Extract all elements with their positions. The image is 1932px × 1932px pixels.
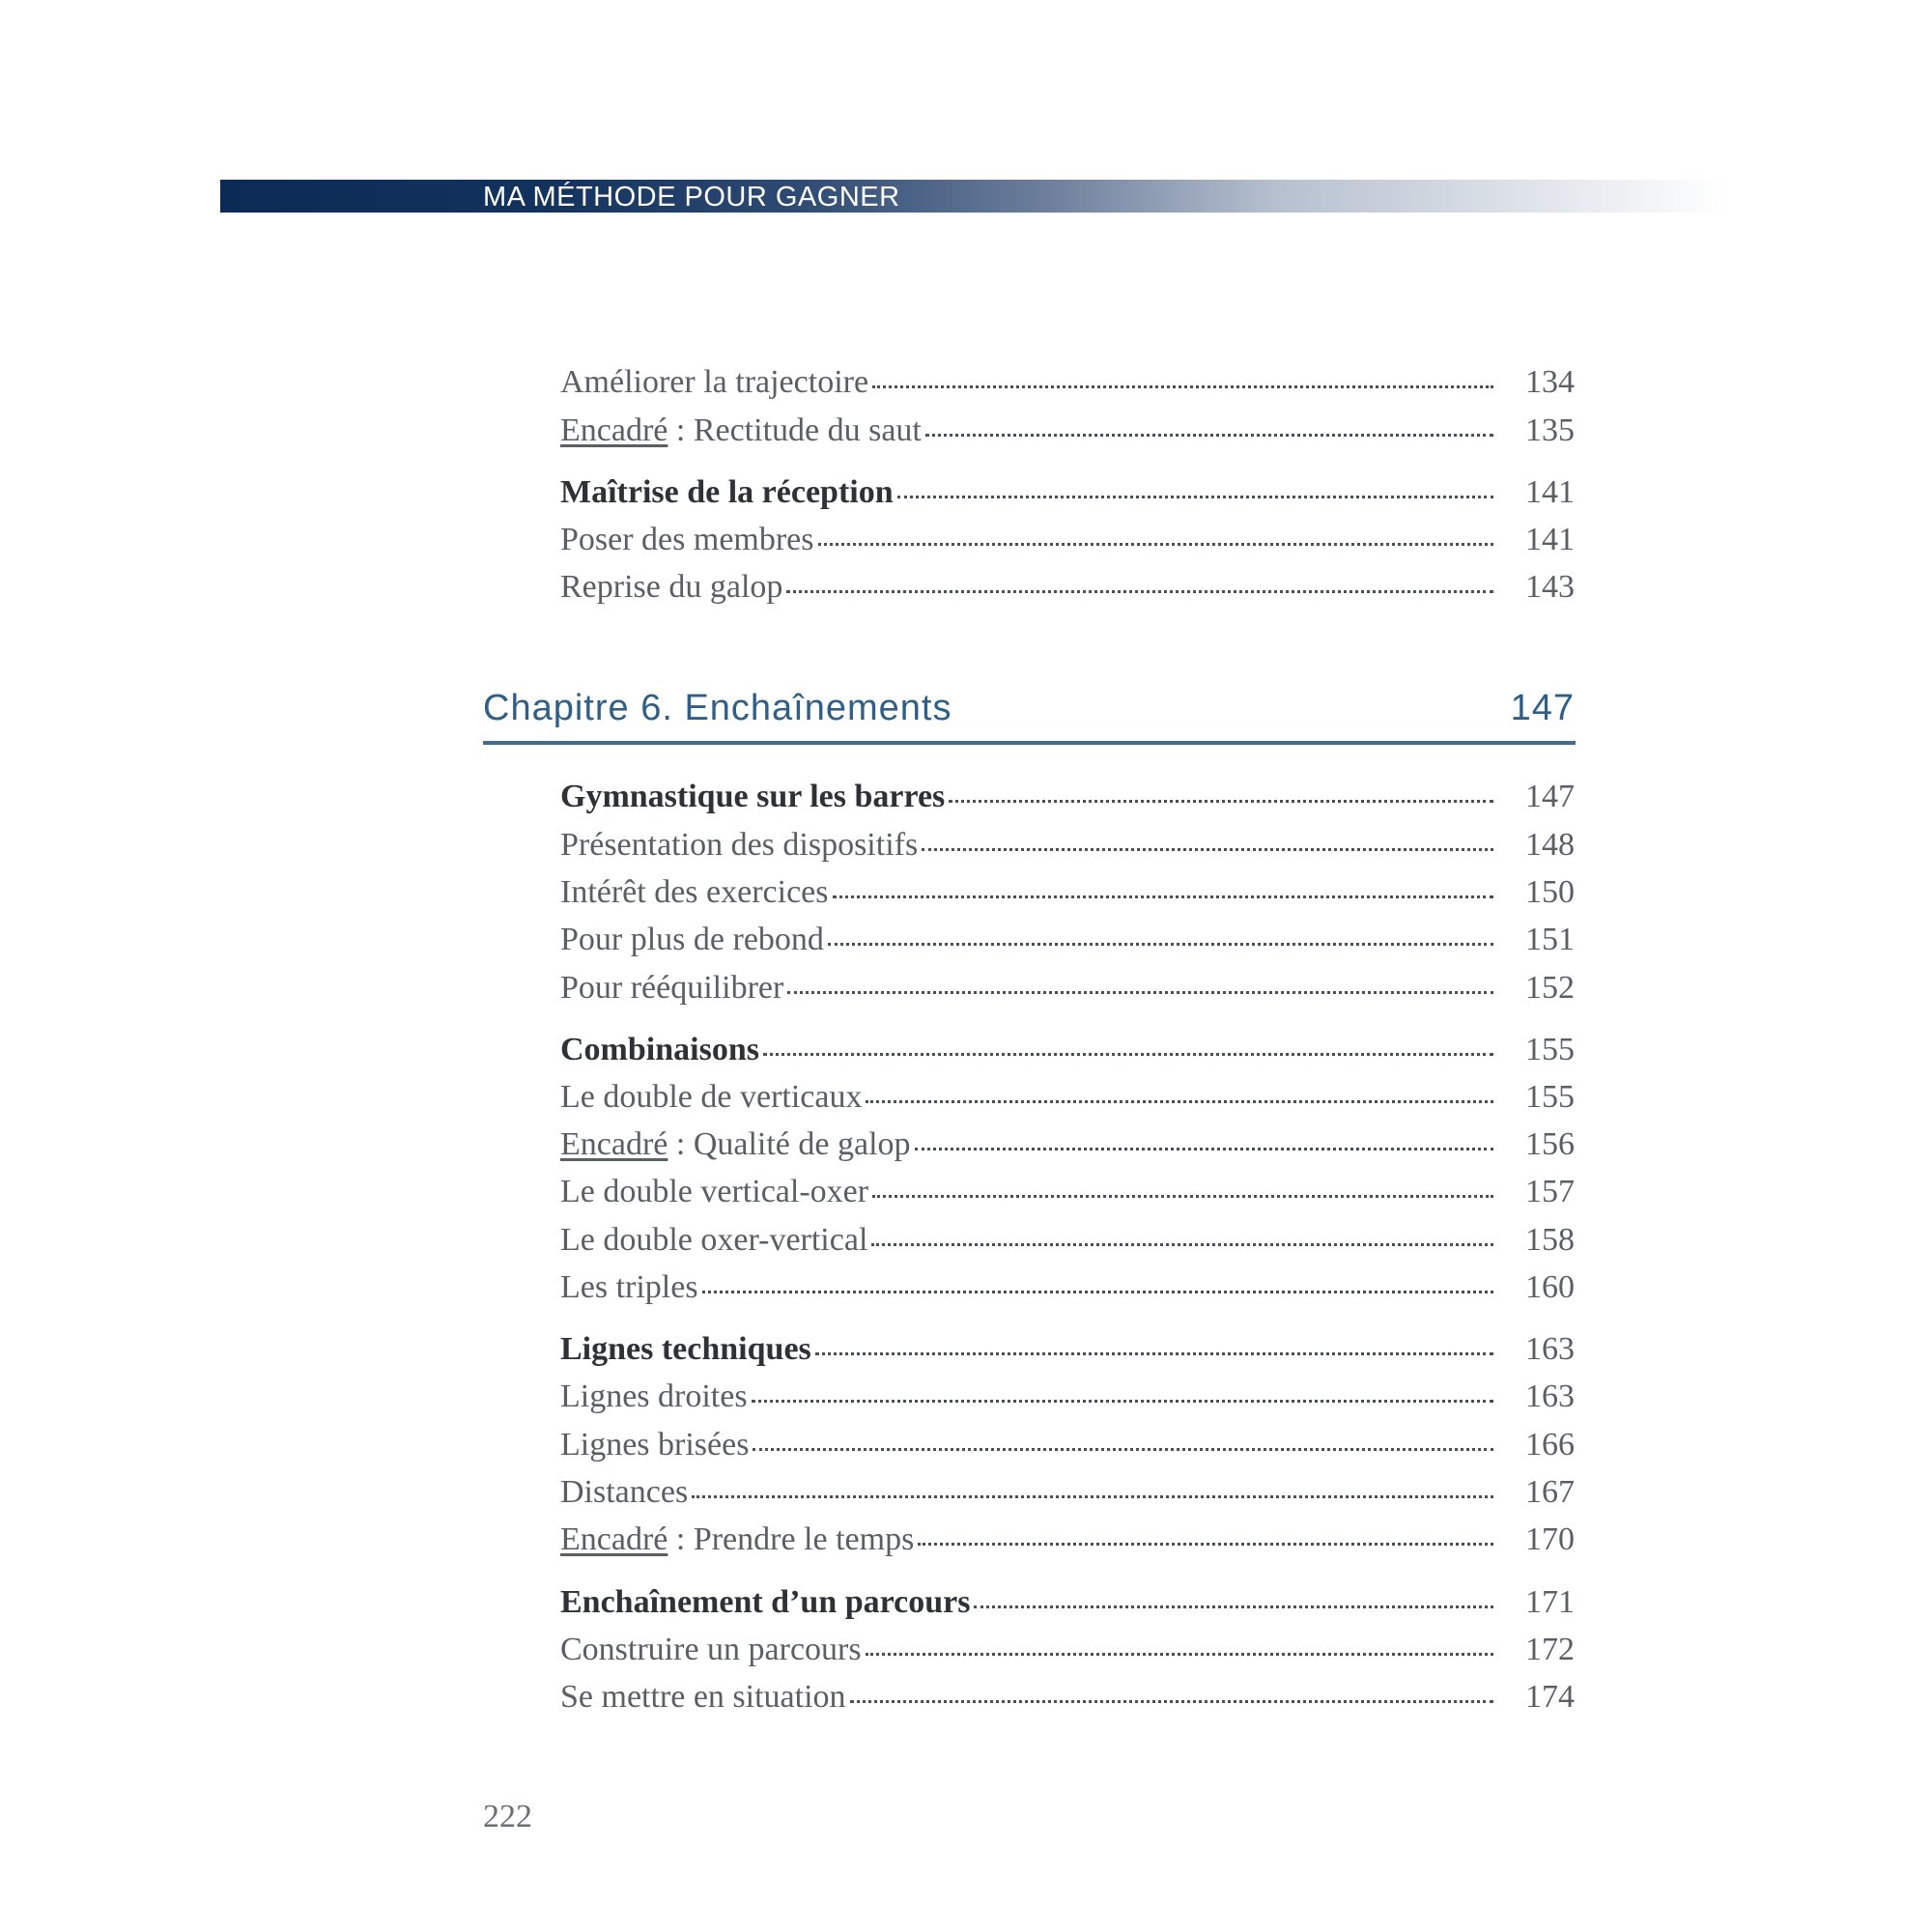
- dot-leader: [815, 1352, 1493, 1355]
- toc-entry-text: Poser des membres: [560, 522, 814, 557]
- dot-leader: [763, 1053, 1493, 1056]
- toc-entry-label: [560, 569, 786, 606]
- toc-entry-page: 141: [1525, 474, 1575, 510]
- toc-entry: [560, 1427, 1575, 1475]
- toc-entry: [560, 1079, 1575, 1127]
- chapter-heading: [483, 688, 1575, 746]
- toc-entry-label: [560, 827, 922, 864]
- toc-entry: [560, 1521, 1575, 1570]
- toc-entry-text: Enchaînement d’un parcours: [560, 1584, 971, 1620]
- toc-entry-label: [560, 1679, 850, 1716]
- dot-leader: [828, 943, 1493, 946]
- toc-entry-label: [560, 1269, 702, 1306]
- toc-entry-label: [560, 922, 828, 958]
- dot-leader: [787, 991, 1493, 994]
- toc-entry-page: 152: [1525, 970, 1575, 1006]
- toc-entry-text: Lignes brisées: [560, 1427, 750, 1463]
- toc-entry-label: [560, 779, 949, 815]
- toc-entry: [560, 970, 1575, 1018]
- toc-entry-page: 163: [1525, 1378, 1575, 1414]
- dot-leader: [833, 895, 1494, 898]
- toc-entry-page: 156: [1525, 1126, 1575, 1162]
- toc-entry-page: 155: [1525, 1032, 1575, 1067]
- dot-leader: [692, 1495, 1493, 1498]
- toc-entry: [560, 1632, 1575, 1680]
- toc-entry-label: [560, 1584, 974, 1621]
- toc-entry-label: [560, 874, 833, 911]
- dot-leader: [866, 1653, 1493, 1656]
- toc-entry-page: 135: [1525, 412, 1575, 448]
- toc-entry-box-prefix: Encadré: [560, 1521, 668, 1557]
- toc-entry-text: Maîtrise de la réception: [560, 474, 894, 510]
- chapter-page: 147: [1510, 688, 1575, 728]
- toc-entry-page: 160: [1525, 1269, 1575, 1305]
- toc-entry-label: [560, 1032, 763, 1068]
- dot-leader: [702, 1291, 1493, 1293]
- chapter-rule: [483, 741, 1576, 745]
- dot-leader: [897, 496, 1493, 498]
- dot-leader: [850, 1700, 1493, 1703]
- toc-entry-text: : Qualité de galop: [668, 1126, 911, 1162]
- toc-entry-text: : Prendre le temps: [668, 1521, 915, 1557]
- dot-leader: [915, 1148, 1493, 1151]
- toc-entry-page: 158: [1525, 1222, 1575, 1258]
- toc-entry: [560, 1331, 1575, 1379]
- toc-entry-label: [560, 412, 925, 449]
- toc-entry: [560, 522, 1575, 570]
- toc-entry-label: [560, 474, 897, 511]
- toc-entry-page: 141: [1525, 522, 1575, 557]
- toc-entry-page: 155: [1525, 1079, 1575, 1115]
- toc-entry: [560, 412, 1575, 461]
- toc-entry: [560, 569, 1575, 617]
- running-header-bar: [220, 180, 1727, 213]
- toc-entry-page: 163: [1525, 1331, 1575, 1367]
- toc-entry-text: Pour rééquilibrer: [560, 970, 784, 1006]
- toc-entry-page: 171: [1525, 1584, 1575, 1620]
- toc-entry: [560, 1378, 1575, 1427]
- toc-entry: [560, 1584, 1575, 1633]
- toc-entry-text: Intérêt des exercices: [560, 874, 829, 910]
- toc-entry-text: Le double de verticaux: [560, 1079, 863, 1115]
- dot-leader: [786, 590, 1493, 593]
- toc-entry-page: 134: [1525, 364, 1575, 400]
- toc-entry: [560, 827, 1575, 875]
- toc-entry: [560, 474, 1575, 523]
- toc-entry-text: Distances: [560, 1474, 689, 1510]
- toc-entry-page: 166: [1525, 1427, 1575, 1463]
- dot-leader: [871, 1243, 1493, 1246]
- dot-leader: [918, 1543, 1493, 1546]
- toc-entry: [560, 779, 1575, 827]
- toc-entry-label: [560, 1331, 815, 1368]
- toc-entry-page: 147: [1525, 779, 1575, 814]
- toc-entry-text: Pour plus de rebond: [560, 922, 824, 957]
- toc-entry-label: [560, 1427, 753, 1463]
- toc-entry-label: [560, 364, 872, 401]
- toc-entry: [560, 1679, 1575, 1727]
- toc-entry-label: [560, 1474, 692, 1511]
- dot-leader: [974, 1605, 1493, 1608]
- dot-leader: [872, 385, 1493, 388]
- page-number: 222: [483, 1799, 532, 1834]
- toc-entry-text: Lignes droites: [560, 1378, 748, 1414]
- dot-leader: [949, 800, 1493, 803]
- toc-entry-label: [560, 1126, 915, 1163]
- dot-leader: [925, 434, 1493, 437]
- running-header-title: MA MÉTHODE POUR GAGNER: [483, 182, 900, 213]
- toc-entry-page: 151: [1525, 922, 1575, 957]
- dot-leader: [922, 848, 1493, 851]
- toc-entry-label: [560, 1521, 918, 1558]
- dot-leader: [752, 1400, 1493, 1403]
- toc-entry-label: [560, 1079, 866, 1116]
- toc-entry-text: Les triples: [560, 1269, 698, 1305]
- toc-entry-page: 143: [1525, 569, 1575, 605]
- toc-entry-text: Le double vertical-oxer: [560, 1174, 869, 1209]
- toc-entry-text: Se mettre en situation: [560, 1679, 846, 1715]
- dot-leader: [866, 1100, 1493, 1103]
- toc-entry-box-prefix: Encadré: [560, 1126, 668, 1162]
- toc-entry-box-prefix: Encadré: [560, 412, 668, 448]
- toc-entry-label: [560, 1378, 752, 1415]
- toc-entry-text: Combinaisons: [560, 1032, 759, 1067]
- toc-entry-page: 148: [1525, 827, 1575, 863]
- toc-entry: [560, 1222, 1575, 1270]
- toc-entry: [560, 1032, 1575, 1080]
- toc-entry-text: Lignes techniques: [560, 1331, 811, 1367]
- toc-entry: [560, 874, 1575, 923]
- toc-entry-page: 167: [1525, 1474, 1575, 1510]
- dot-leader: [818, 543, 1493, 546]
- toc-entry-page: 174: [1525, 1679, 1575, 1715]
- toc-entry-text: Construire un parcours: [560, 1632, 862, 1667]
- dot-leader: [753, 1448, 1493, 1451]
- toc-entry: [560, 922, 1575, 970]
- toc-entry-text: Le double oxer-vertical: [560, 1222, 868, 1258]
- toc-entry-page: 172: [1525, 1632, 1575, 1667]
- toc-entry-text: Présentation des dispositifs: [560, 827, 919, 863]
- toc-entry-page: 170: [1525, 1521, 1575, 1557]
- toc-entry: [560, 364, 1575, 412]
- toc-entry: [560, 1474, 1575, 1522]
- toc-entry: [560, 1269, 1575, 1318]
- toc-entry-label: [560, 1222, 871, 1259]
- chapter-title: Chapitre 6. Enchaînements: [483, 688, 952, 728]
- toc-entry-label: [560, 1632, 866, 1668]
- toc-entry-text: Reprise du galop: [560, 569, 783, 605]
- toc-entry-label: [560, 1174, 872, 1210]
- toc-entry-text: : Rectitude du saut: [668, 412, 922, 448]
- toc-entry-page: 157: [1525, 1174, 1575, 1209]
- toc-entry-text: Améliorer la trajectoire: [560, 364, 869, 400]
- toc-entry: [560, 1174, 1575, 1222]
- toc-entry: [560, 1126, 1575, 1175]
- toc-entry-text: Gymnastique sur les barres: [560, 779, 946, 814]
- toc-entry-label: [560, 522, 818, 558]
- toc-entry-page: 150: [1525, 874, 1575, 910]
- toc-entry-label: [560, 970, 787, 1007]
- dot-leader: [872, 1195, 1493, 1198]
